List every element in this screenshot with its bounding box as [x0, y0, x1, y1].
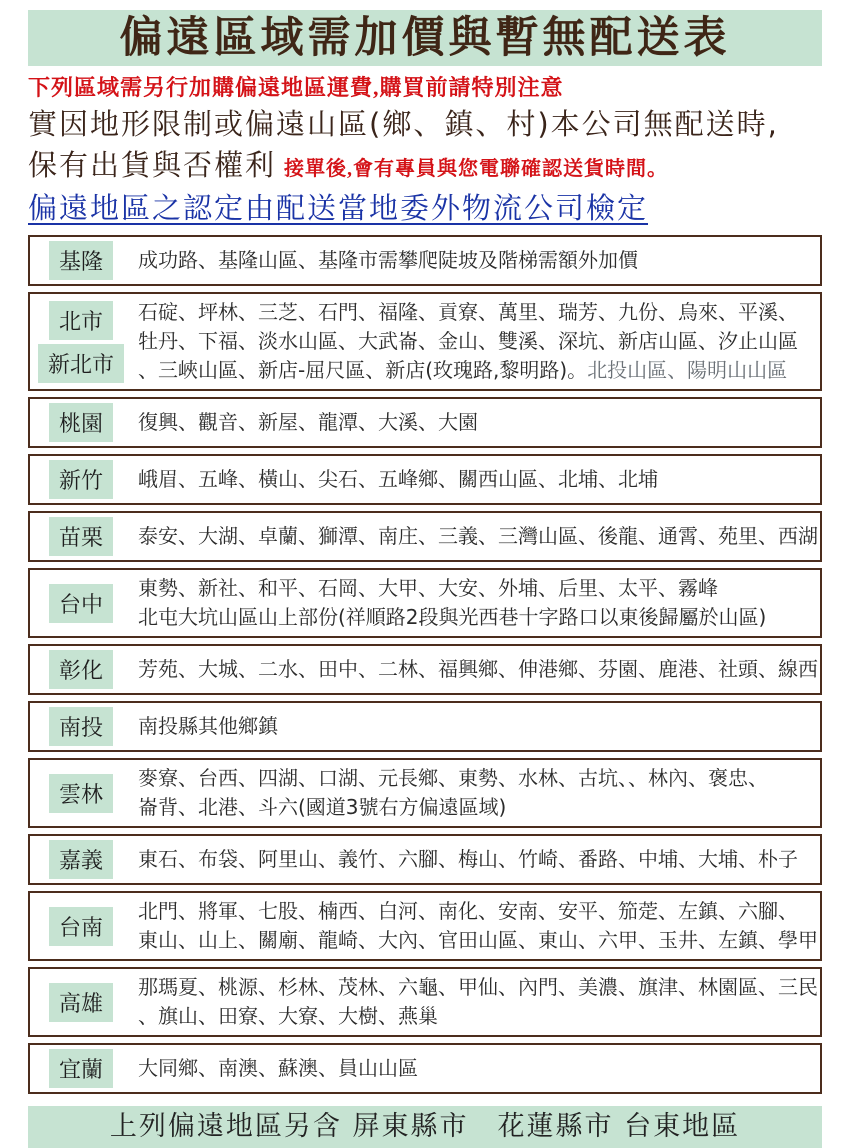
- region-label: 南投: [49, 707, 113, 746]
- region-label-column: [36, 1049, 126, 1088]
- region-areas-line: 北門、將軍、七股、楠西、白河、南化、安南、安平、笳萣、左鎮、六腳、: [138, 899, 798, 923]
- region-areas-text: [138, 1054, 814, 1083]
- region-areas-line: 、旗山、田寮、大寮、大樹、燕巢: [138, 1004, 438, 1028]
- notice-line2-main: 保有出貨與否權利: [28, 148, 277, 182]
- region-areas-text: [138, 764, 814, 822]
- warning-text: 下列區域需另行加購偏遠地區運費,購買前請特別注意: [28, 75, 564, 100]
- table-row: [28, 967, 822, 1037]
- table-row: [28, 292, 822, 391]
- region-label: 雲林: [49, 774, 113, 813]
- region-surcharge-table: [28, 235, 822, 1094]
- notice-line1: 實因地形限制或偏遠山區(鄉、鎮、村)本公司無配送時,: [28, 107, 779, 141]
- region-areas-line: 石碇、坪林、三芝、石門、福隆、貢寮、萬里、瑞芳、九份、烏來、平溪、: [138, 300, 798, 324]
- region-areas-text: [138, 522, 818, 551]
- region-areas-line: 復興、觀音、新屋、龍潭、大溪、大園: [138, 410, 478, 434]
- region-label-column: [36, 403, 126, 442]
- region-label-column: [36, 840, 126, 879]
- region-areas-line: 北屯大坑山區山上部份(祥順路2段與光西巷十字路口以東後歸屬於山區): [138, 605, 767, 629]
- region-label: 台中: [49, 584, 113, 623]
- region-label: 台南: [49, 907, 113, 946]
- region-label-column: [36, 907, 126, 946]
- region-areas-line: 東石、布袋、阿里山、義竹、六腳、梅山、竹崎、番路、中埔、大埔、朴子: [138, 847, 798, 871]
- region-areas-line: 泰安、大湖、卓蘭、獅潭、南庄、三義、三灣山區、後龍、通霄、苑里、西湖: [138, 524, 818, 548]
- region-label: 苗栗: [49, 517, 113, 556]
- region-areas-line: 南投縣其他鄉鎮: [138, 714, 278, 738]
- table-row: [28, 1043, 822, 1094]
- region-areas-text: [138, 845, 814, 874]
- region-areas-line: 崙背、北港、斗六(國道3號右方偏遠區域): [138, 795, 507, 819]
- region-areas-line: 大同鄉、南澳、蘇澳、員山山區: [138, 1056, 418, 1080]
- region-areas-text: [138, 465, 814, 494]
- region-areas-line: 牡丹、下福、淡水山區、大武崙、金山、雙溪、深坑、新店山區、汐止山區: [138, 329, 798, 353]
- table-row: [28, 454, 822, 505]
- region-areas-text: [138, 298, 814, 385]
- region-label-column: [36, 584, 126, 623]
- region-label: 彰化: [49, 650, 113, 689]
- region-label: 宜蘭: [49, 1049, 113, 1088]
- region-areas-line: 東山、山上、關廟、龍崎、大內、官田山區、東山、六甲、玉井、左鎮、學甲: [138, 928, 818, 952]
- region-label-column: [36, 650, 126, 689]
- region-areas-muted-suffix: 北投山區、陽明山山區: [587, 358, 788, 382]
- table-row: [28, 511, 822, 562]
- region-areas-text: [138, 574, 814, 632]
- region-label-column: [36, 517, 126, 556]
- region-label-column: [36, 241, 126, 280]
- table-row: [28, 568, 822, 638]
- table-row: [28, 891, 822, 961]
- region-areas-line: 東勢、新社、和平、石岡、大甲、大安、外埔、后里、太平、霧峰: [138, 576, 718, 600]
- table-row: [28, 397, 822, 448]
- region-areas-text: [138, 897, 818, 955]
- table-row: [28, 235, 822, 286]
- region-areas-line: 峨眉、五峰、橫山、尖石、五峰鄉、關西山區、北埔、北埔: [138, 467, 658, 491]
- region-label: 北市: [49, 301, 113, 340]
- region-label-column: [36, 707, 126, 746]
- table-row: [28, 758, 822, 828]
- region-areas-line: 成功路、基隆山區、基隆市需攀爬陡坡及階梯需額外加價: [138, 248, 638, 272]
- footer-note: 上列偏遠地區另含 屏東縣市 花蓮縣市 台東地區: [28, 1106, 822, 1148]
- region-label: 新竹: [49, 460, 113, 499]
- region-label-column: [36, 774, 126, 813]
- table-row: [28, 644, 822, 695]
- region-areas-text: [138, 408, 814, 437]
- region-areas-text: [138, 655, 818, 684]
- region-areas-line: 那瑪夏、桃源、杉林、茂林、六龜、甲仙、內門、美濃、旗津、林園區、三民: [138, 975, 818, 999]
- table-row: [28, 834, 822, 885]
- region-label: 基隆: [49, 241, 113, 280]
- region-areas-line: 、三峽山區、新店-屈尺區、新店(玫瑰路,黎明路)。北投山區、陽明山山區: [138, 358, 788, 382]
- region-label-column: [36, 983, 126, 1022]
- region-label: 嘉義: [49, 840, 113, 879]
- notice-line2: [28, 145, 822, 190]
- notice-line2-red-note: 接單後,會有專員與您電聯確認送貨時間。: [284, 158, 669, 180]
- region-areas-text: [138, 712, 814, 741]
- region-label: 桃園: [49, 403, 113, 442]
- remote-area-definition-link[interactable]: 偏遠地區之認定由配送當地委外物流公司檢定: [28, 191, 649, 225]
- region-areas-line: 芳苑、大城、二水、田中、二林、福興鄉、伸港鄉、芬園、鹿港、社頭、線西: [138, 657, 818, 681]
- table-row: [28, 701, 822, 752]
- region-areas-text: [138, 246, 814, 275]
- region-label: 高雄: [49, 983, 113, 1022]
- region-label: 新北市: [38, 344, 124, 383]
- region-areas-line: 麥寮、台西、四湖、口湖、元長鄉、東勢、水林、古坑、、林內、褒忠、: [138, 766, 768, 790]
- region-label-column: [36, 301, 126, 383]
- region-label-column: [36, 460, 126, 499]
- region-areas-text: [138, 973, 818, 1031]
- page-title: 偏遠區域需加價與暫無配送表: [28, 10, 822, 66]
